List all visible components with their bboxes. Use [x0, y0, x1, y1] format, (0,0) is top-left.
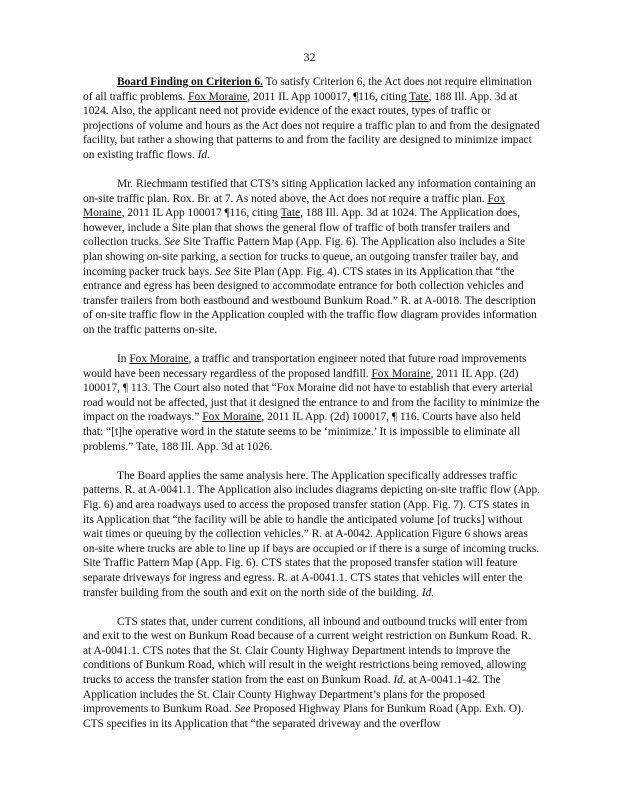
- text-run: , 2011 IL App 100017, ¶116, citing: [247, 90, 410, 103]
- text-run: To satisfy Criterion 6, the Act does not require elimination of all traffic problems.: [83, 76, 532, 103]
- text-run: CTS states that, under current conditions, all inbound and outbound trucks will enter from and exit to the west on Bunkum Road because of a current weight restriction on Bunkum Road. R. at A-0041.1. CTS notes that the St. Clair County Highway Department intends to improve the conditions of Bunkum Road, which will result in the weight restrictions being removed, allowing trucks to access the transfer station from the east on Bunkum Road.: [83, 615, 532, 686]
- italic-signal: See: [214, 265, 231, 278]
- italic-signal: Id.: [421, 586, 435, 599]
- text-run: Mr. Riechmann testified that CTS’s siting Application lacked any information containing an on-site traffic plan. Rox. Br. at 7. As noted above, the Act does not require a traffic plan.: [83, 178, 536, 205]
- case-citation: Fox Moraine: [129, 353, 189, 366]
- italic-signal: Id.: [197, 148, 210, 161]
- text-run: The Board applies the same analysis here. The Application specifically addresses traffic patterns. R. at A-0041.1. The Application also includes diagrams depicting on-site traffic flow (App. Fig. 6) and area roadways used to access the proposed transfer station (App. Fig. 7). CTS states in its Application that “the facility will be able to handle the anticipated volume [of trucks] without wait times or queuing by the collection vehicles.” R. at A-0042. Application Figure 6 shows areas on-site where trucks are able to line up if bays are occupied or if there is a surge of incoming trucks. Site Traffic Pattern Map (App. Fig. 6). CTS states that the proposed transfer station will feature separate driveways for ingress and egress. R. at A-0041.1. CTS states that vehicles will enter the transfer building from the south and exit on the north side of the building.: [83, 469, 541, 599]
- text-run: Proposed Highway Plans for Bunkum Road (App. Exh. O). CTS specifies in its Application that “the separated driveway and the overflow: [83, 703, 524, 730]
- case-citation: Fox Moraine: [83, 192, 506, 220]
- italic-signal: See: [164, 236, 181, 249]
- case-citation: Tate: [409, 90, 429, 103]
- paragraph-board-analysis: [83, 469, 541, 600]
- case-citation: Tate: [280, 207, 301, 220]
- italic-signal: Id.: [393, 673, 406, 686]
- paragraph-criterion-6-finding: [83, 75, 541, 163]
- paragraph-bunkum-road: [83, 615, 541, 732]
- text-run: , 2011 IL App 100017 ¶116, citing: [121, 207, 281, 220]
- text-run: , 2011 IL App. (2d) 100017, ¶ 113. The Court also noted that “Fox Moraine did not have to establish that every arterial road would not be affected, just that it designed the entrance to and from the facility to minimize the impact on the roadways.”: [83, 367, 540, 424]
- text-run: , a traffic and transportation engineer noted that future road improvements would have been necessary regardless of the proposed landfill.: [83, 353, 527, 380]
- case-citation: Fox Moraine: [371, 367, 431, 380]
- paragraph-riechmann-testimony: [83, 177, 541, 338]
- text-run: at A-0041.1-42. The Application includes the St. Clair County Highway Department’s plans for the proposed improvements to Bunkum Road.: [83, 673, 501, 716]
- italic-signal: See: [234, 703, 251, 716]
- paragraph-fox-moraine: [83, 352, 541, 454]
- section-heading: Board Finding on Criterion 6.: [117, 76, 263, 88]
- text-run: , 2011 IL App. (2d) 100017, ¶ 116. Courts have also held that: “[t]he operative word in the statute seems to be ‘minimize.’ It is impossible to eliminate all problems.” Tate, 188 Ill. App. 3d at 1026.: [83, 411, 521, 453]
- text-run: In: [117, 353, 130, 366]
- text-run: Site Traffic Pattern Map (App. Fig. 6). The Application also includes a Site plan showing on-site parking, a section for trucks to queue, an outgoing transfer trailer bay, and incoming packer truck bays.: [83, 236, 526, 278]
- text-run: , 188 Ill. App. 3d at 1024. The Application does, however, include a Site plan that shows the general flow of traffic of both transfer trailers and collection trucks.: [83, 207, 521, 249]
- document-body: [83, 75, 541, 746]
- page-number: 32: [303, 50, 316, 64]
- text-run: , 188 Ill. App. 3d at 1024. Also, the applicant need not provide evidence of the exact routes, types of traffic or projections of volume and hours as the Act does not require a traffic plan to and from the designated facility, but rather a showing that patterns to and from the facility are designed to minimize impact on existing traffic flows.: [83, 90, 540, 161]
- case-citation: Fox Moraine: [202, 411, 262, 424]
- case-citation: Fox Moraine: [188, 90, 248, 103]
- text-run: Site Plan (App. Fig. 4). CTS states in its Application that “the entrance and egress has been designed to accommodate entrance for both collection vehicles and transfer trailers from both eastbound and westbound Bunkum Road.” R. at A-0018. The description of on-site traffic flow in the Application coupled with the traffic flow diagram provides information on the traffic patterns on-site.: [83, 265, 537, 336]
